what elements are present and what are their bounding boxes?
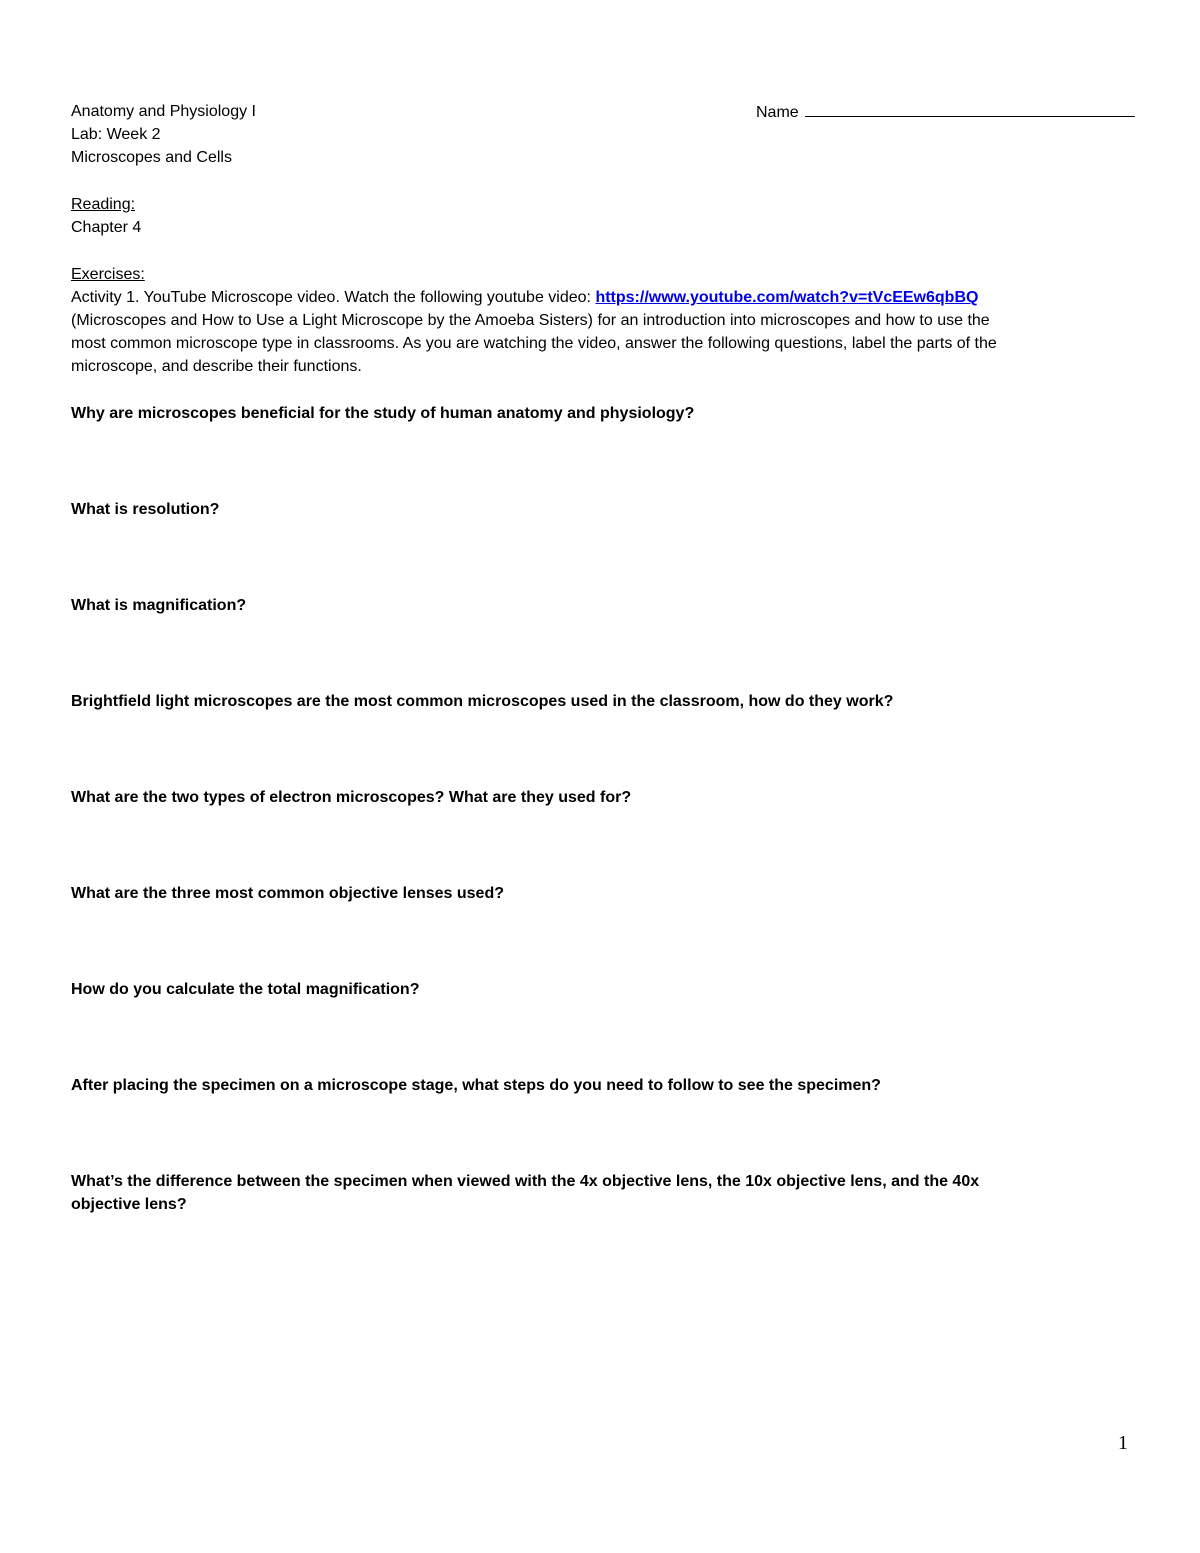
document-content: [71, 100, 1141, 1289]
course-title: Anatomy and Physiology I: [71, 103, 256, 120]
name-field[interactable]: [756, 100, 1135, 124]
answer-space[interactable]: [71, 617, 1141, 690]
question-9: What’s the difference between the specimen when viewed with the 4x objective lens, the 10x objective lens, and the 40x: [71, 1173, 980, 1190]
activity-line-3: most common microscope type in classrooms. As you are watching the video, answer the following questions, label the parts of the: [71, 335, 997, 352]
header-row: [71, 100, 1141, 123]
activity-line-1: [71, 286, 1141, 309]
answer-space[interactable]: [71, 1097, 1141, 1170]
youtube-link[interactable]: https://www.youtube.com/watch?v=tVcEEw6qbBQ: [595, 289, 979, 306]
activity-1: [71, 286, 1141, 378]
spacer: [71, 378, 1141, 402]
question-8: After placing the specimen on a microscope stage, what steps do you need to follow to see the specimen?: [71, 1077, 881, 1094]
answer-space[interactable]: [71, 521, 1141, 594]
question-4: Brightfield light microscopes are the most common microscopes used in the classroom, how do they work?: [71, 693, 894, 710]
activity-line-4: microscope, and describe their functions.: [71, 358, 362, 375]
question-6: What are the three most common objective lenses used?: [71, 885, 504, 902]
spacer: [71, 239, 1141, 263]
answer-space[interactable]: [71, 425, 1141, 498]
name-label: Name: [756, 104, 799, 121]
lab-week: Lab: Week 2: [71, 126, 161, 143]
question-7: How do you calculate the total magnification?: [71, 981, 420, 998]
answer-space[interactable]: [71, 1216, 1141, 1289]
spacer: [71, 169, 1141, 193]
answer-space[interactable]: [71, 905, 1141, 978]
question-9-continued: objective lens?: [71, 1196, 187, 1213]
exercises-heading: Exercises:: [71, 266, 145, 283]
lab-topic: Microscopes and Cells: [71, 149, 232, 166]
question-5: What are the two types of electron microscopes? What are they used for?: [71, 789, 632, 806]
question-3: What is magnification?: [71, 597, 247, 614]
activity-intro: Activity 1. YouTube Microscope video. Watch the following youtube video:: [71, 289, 596, 306]
answer-space[interactable]: [71, 809, 1141, 882]
question-2: What is resolution?: [71, 501, 220, 518]
reading-heading: Reading:: [71, 196, 136, 213]
page-number: 1: [1118, 1432, 1128, 1454]
answer-space[interactable]: [71, 713, 1141, 786]
activity-line-2: (Microscopes and How to Use a Light Microscope by the Amoeba Sisters) for an introduction into microscopes and how to use the: [71, 312, 990, 329]
question-1: Why are microscopes beneficial for the study of human anatomy and physiology?: [71, 405, 695, 422]
answer-space[interactable]: [71, 1001, 1141, 1074]
reading-text: Chapter 4: [71, 219, 142, 236]
name-blank-line[interactable]: [805, 100, 1135, 117]
